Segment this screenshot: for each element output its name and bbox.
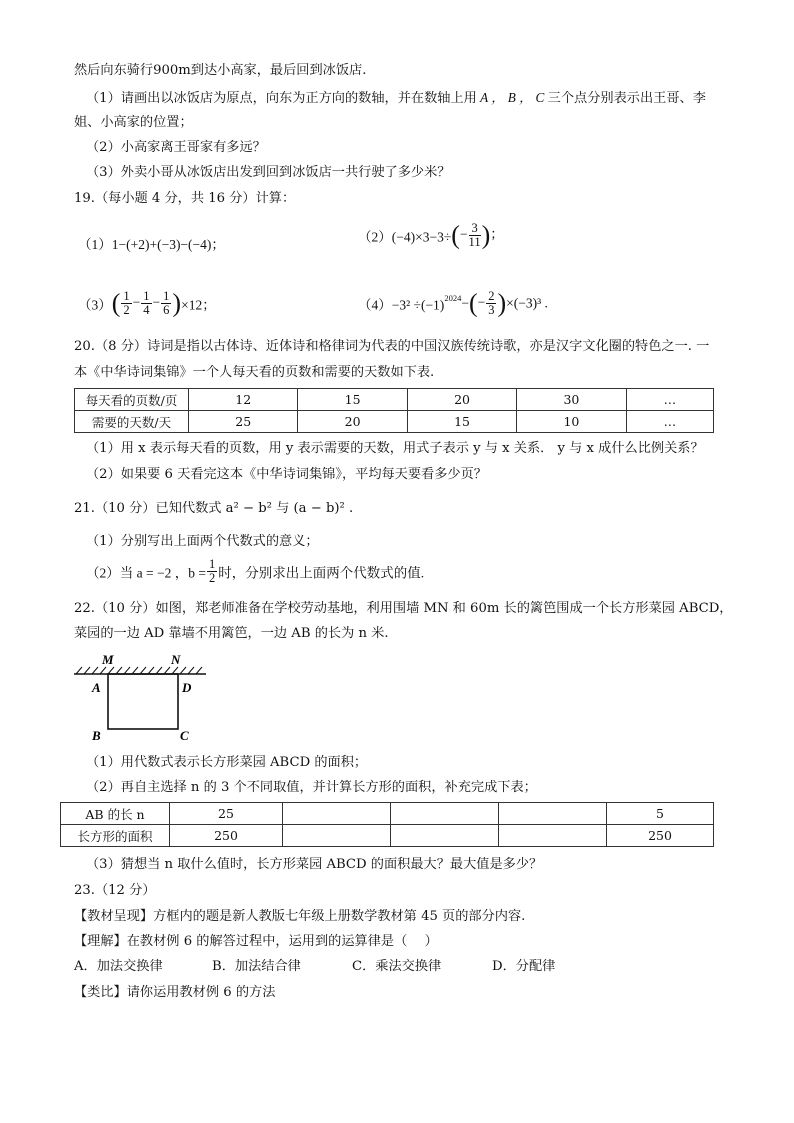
- q22-line2: 菜园的一边 AD 靠墙不用篱笆，一边 AB 的长为 n 米.: [74, 626, 389, 641]
- label-D: D: [182, 680, 192, 695]
- garden-figure: [70, 650, 220, 745]
- q19-expr3: （3）( $\frac{1}{2}$ − $\frac{1}{4}$ − $\frac{1}{6}$ )×12；: [78, 288, 216, 318]
- q18-part2: （2）小高家离王哥家有多远？: [86, 140, 266, 155]
- table-row: AB 的长 n 25 5: [61, 803, 714, 825]
- q23-option-a: A．加法交换律: [74, 959, 163, 974]
- q19-heading: 19.（每小题 4 分，共 16 分）计算：: [74, 191, 296, 206]
- q23-heading: 23.（12 分）: [74, 883, 156, 898]
- label-C: C: [180, 728, 189, 743]
- q21-heading: 21.（10 分）已知代数式 a² − b² 与 (a − b)² .: [74, 501, 354, 516]
- label-M: M: [102, 652, 114, 667]
- q23-option-c: C．乘法交换律: [352, 959, 442, 974]
- label-B: B: [92, 728, 101, 743]
- q23-option-b: B．加法结合律: [212, 959, 301, 974]
- q21-part2: （2）当 a = −2 ，b = $\frac{1}{2}$ 时，分别求出上面两个代数式的值.: [86, 557, 425, 585]
- q22-part2: （2）再自主选择 n 的 3 个不同取值，并计算长方形的面积，补充完成下表；: [86, 780, 537, 795]
- wall-hatching: [76, 667, 202, 674]
- q20-line2: 本《中华诗词集锦》一个人每天看的页数和需要的天数如下表.: [74, 365, 435, 380]
- q22-table: [60, 802, 714, 847]
- q22-part1: （1）用代数式表示长方形菜园 ABCD 的面积；: [86, 755, 368, 770]
- q19-expr1: （1）1−(+2)+(−3)−(−4)；: [78, 237, 225, 252]
- q19-expr4: $(4)-3^2 \div(-1)^{2024}-(-$ $\frac{2}{3}$ )×(−3)³ .: [358, 288, 548, 318]
- q19-expr2: （2）(−4)×3−3÷(− $\frac{3}{11}$ )；: [358, 220, 504, 250]
- q18-part1: （1）请画出以冰饭店为原点，向东为正方向的数轴，并在数轴上用 A ， B ， C 三个点分别表示出王哥、李: [86, 90, 706, 106]
- q23-material: 【教材呈现】方框内的题是新人教版七年级上册数学教材第 45 页的部分内容.: [74, 909, 526, 924]
- q22-part3: （3）猜想当 n 取什么值时，长方形菜园 ABCD 的面积最大？最大值是多少？: [86, 857, 543, 872]
- q20-part2: （2）如果要 6 天看完这本《中华诗词集锦》，平均每天要看多少页？: [86, 467, 487, 482]
- q18-continuation: 然后向东骑行900m到达小高家，最后回到冰饭店.: [74, 63, 367, 78]
- label-N: N: [171, 652, 181, 667]
- q21-part1: （1）分别写出上面两个代数式的意义；: [86, 534, 319, 549]
- q20-line1: 20.（8 分）诗词是指以古体诗、近体诗和格律词为代表的中国汉族传统诗歌，亦是汉字文化圈的特色之一. 一: [74, 339, 710, 354]
- q22-line1: 22.（10 分）如图，郑老师准备在学校劳动基地，利用围墙 MN 和 60m 长的篱笆围成一个长方形菜园 ABCD，: [74, 601, 733, 616]
- table-row: 长方形的面积 250 250: [61, 825, 714, 847]
- garden-rectangle: [108, 674, 178, 729]
- q23-option-d: D．分配律: [492, 959, 556, 974]
- q18-part1-cont: 姐、小高家的位置；: [74, 115, 193, 130]
- q23-analogy: 【类比】请你运用教材例 6 的方法: [74, 985, 276, 1000]
- q18-part3: （3）外卖小哥从冰饭店出发到回到冰饭店一共行驶了多少米？: [86, 165, 451, 180]
- label-A: A: [92, 680, 101, 695]
- q20-table: [74, 388, 714, 433]
- table-row: 每天看的页数/页 12 15 20 30 …: [75, 389, 714, 411]
- q20-part1: （1）用 x 表示每天看的页数，用 y 表示需要的天数，用式子表示 y 与 x 关系． y 与 x 成什么比例关系？: [86, 441, 704, 456]
- q23-understand: 【理解】在教材例 6 的解答过程中，运用到的运算律是（ ）: [74, 934, 438, 949]
- table-row: 需要的天数/天 25 20 15 10 …: [75, 411, 714, 433]
